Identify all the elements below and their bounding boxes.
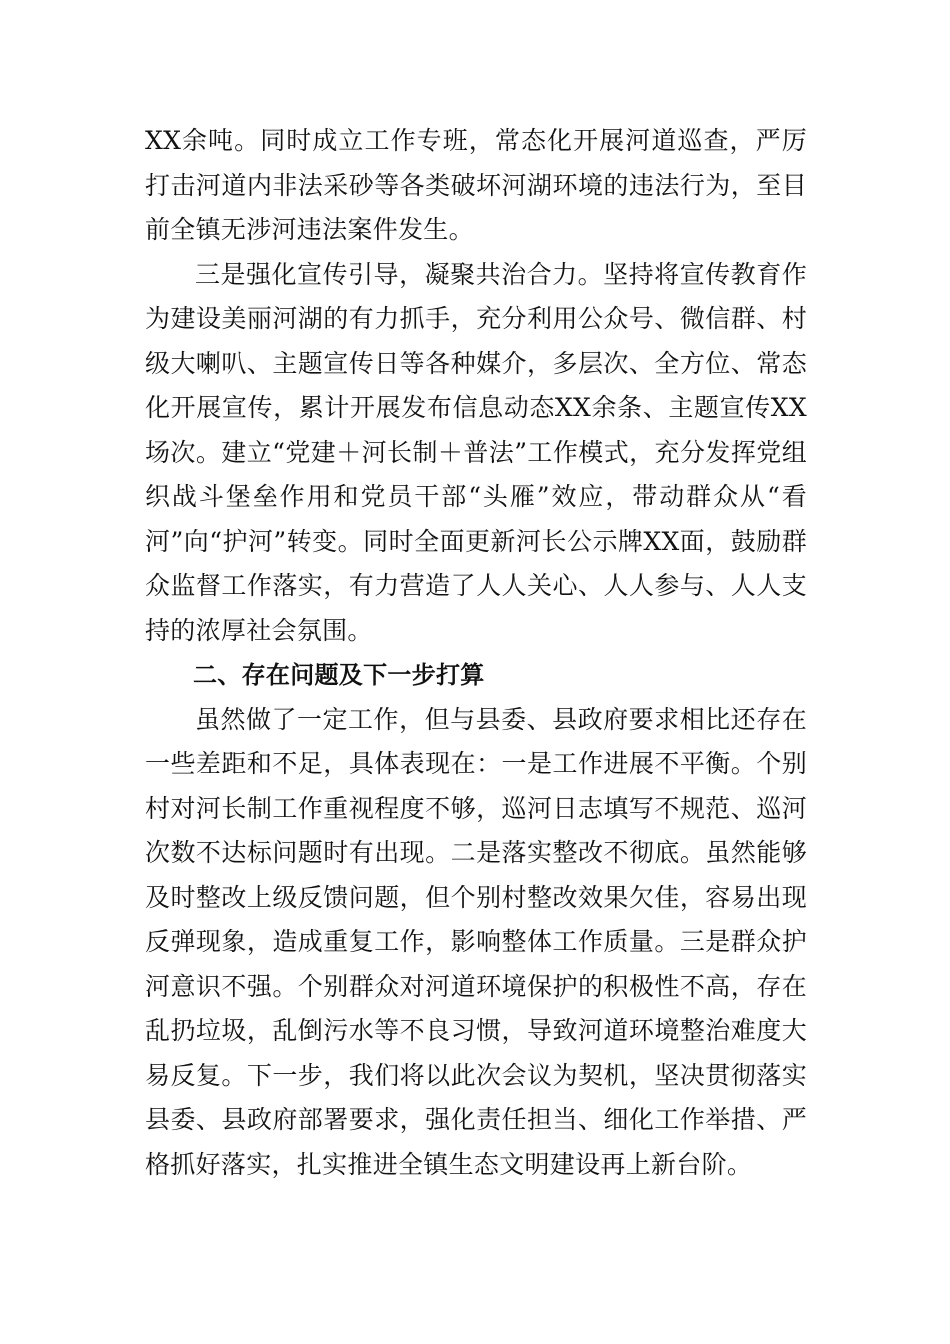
paragraph-problems: 虽然做了一定工作，但与县委、县政府要求相比还存在一些差距和不足，具体表现在：一是工作进展不平衡。个别村对河长制工作重视程度不够，巡河日志填写不规范、巡河次数不达标问题时有出现。二是落实整改不彻底。虽然能够及时整改上级反馈问题，但个别村整改效果欠佳，容易出现反弹现象，造成重复工作，影响整体工作质量。三是群众护河意识不强。个别群众对河道环境保护的积极性不高，存在乱扔垃圾，乱倒污水等不良习惯，导致河道环境整治难度大易反复。下一步，我们将以此次会议为契机，坚决贯彻落实县委、县政府部署要求，强化责任担当、细化工作举措、严格抓好落实，扎实推进全镇生态文明建设再上新台阶。 — [145, 704, 807, 1179]
document-page — [145, 119, 807, 1187]
paragraph-publicity: 三是强化宣传引导，凝聚共治合力。坚持将宣传教育作为建设美丽河湖的有力抓手，充分利用公众号、微信群、村级大喇叭、主题宣传日等各种媒介，多层次、全方位、常态化开展宣传，累计开展发布信息动态XX余条、主题宣传XX场次。建立“党建＋河长制＋普法”工作模式，充分发挥党组织战斗堡垒作用和党员干部“头雁”效应，带动群众从“看河”向“护河”转变。同时全面更新河长公示牌XX面，鼓励群众监督工作落实，有力营造了人人关心、人人参与、人人支持的浓厚社会氛围。 — [145, 259, 807, 645]
section-heading: 二、存在问题及下一步打算 — [193, 661, 485, 689]
paragraph-continuation: XX余吨。同时成立工作专班，常态化开展河道巡查，严厉打击河道内非法采砂等各类破坏河湖环境的违法行为，至目前全镇无涉河违法案件发生。 — [145, 126, 807, 244]
